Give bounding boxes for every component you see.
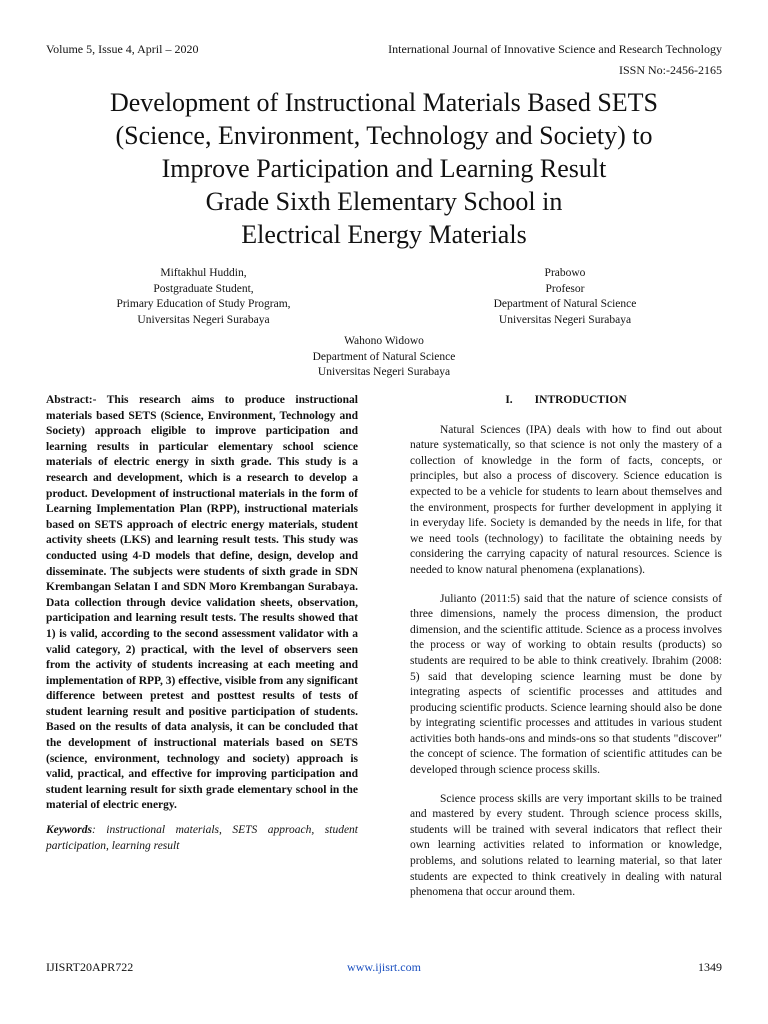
issn-number: ISSN No:-2456-2165 xyxy=(618,63,722,77)
author-name: Miftakhul Huddin, xyxy=(160,267,247,279)
journal-name: International Journal of Innovative Science and Research Technology xyxy=(388,42,722,56)
volume-info: Volume 5, Issue 4, April – 2020 xyxy=(46,42,199,56)
page-number: 1349 xyxy=(698,960,722,974)
journal-url-link[interactable]: www.ijisrt.com xyxy=(347,960,421,974)
section-number: I. xyxy=(505,394,513,406)
author-affiliation: Postgraduate Student, xyxy=(153,282,254,295)
left-column xyxy=(46,393,358,854)
author-block-2 xyxy=(410,266,720,328)
author-affiliation: Universitas Negeri Surabaya xyxy=(137,313,270,326)
title-line: Electrical Energy Materials xyxy=(241,220,527,249)
section-heading xyxy=(410,393,722,409)
section-title: INTRODUCTION xyxy=(534,394,627,406)
title-line: (Science, Environment, Technology and Society) to xyxy=(115,121,653,150)
author-block-3 xyxy=(234,334,534,381)
author-affiliation: Department of Natural Science xyxy=(312,350,456,363)
keywords-text: : instructional materials, SETS approach, student participation, learning result xyxy=(46,824,358,852)
author-affiliation: Universitas Negeri Surabaya xyxy=(498,313,632,326)
keywords-label: Keywords xyxy=(46,824,92,837)
author-name: Prabowo xyxy=(544,267,586,279)
paper-title xyxy=(30,86,738,251)
title-line: Grade Sixth Elementary School in xyxy=(205,187,563,216)
author-affiliation: Universitas Negeri Surabaya xyxy=(317,366,451,378)
author-affiliation: Primary Education of Study Program, xyxy=(116,298,291,310)
article-code: IJISRT20APR722 xyxy=(46,960,134,974)
abstract-text: Abstract:- This research aims to produce instructional materials based SETS (Science, Environment, Technology and Society) approach eligible to improve participation and learning results in particular elementary school science materials of electric energy in sixth grade. This study is a research and development, which is a research to develop a product. Development of instructional materials in the form of Learning Implementation Plan (RPP), instructional materials based on SETS approach of electric energy materials, student activity sheets (LKS) and learning result tests. This study was conducted using 4-D models that define, design, develop and disseminate. The subjects were students of sixth grade in SDN Krembangan Selatan I and SDN Moro Krembangan Surabaya. Data collection through device validation sheets, observation, participation and learning result tests. The results showed that 1) is valid, according to the second assessment validator with a valid category, 2) practical, with the level of observers seen from the activity of students increasing at each meeting and implementation of RPP, 3) effective, visible from any significant difference between pretest and posttest results of tests of student learning result and positive participation of students. Based on the results of data analysis, it can be concluded that the development of instructional materials based on SETS (science, environment, technology and society) approach is valid, practical, and effective for improving participation and student learning result for sixth grade elementary school in the material of electric energy. xyxy=(46,394,358,812)
author-affiliation: Department of Natural Science xyxy=(493,298,637,310)
title-line: Improve Participation and Learning Result xyxy=(161,154,607,183)
keywords xyxy=(46,823,358,854)
intro-paragraph: Natural Sciences (IPA) deals with how to find out about nature systematically, so that science is not only the mastery of a collection of knowledge in the form of facts, concepts, or principles, but also a process of discovery. Science education is expected to be a vehicle for students to learn about themselves and the environment, prospects for further development in applying it in everyday life. Society is demanded by the needs in life, for that we need tools (technology) to facilitate the obtaining needs by considering the carrying capacity of natural resources. Science is needed to know natural phenomena (explanations). xyxy=(410,423,722,576)
right-column xyxy=(410,393,722,914)
author-affiliation: Profesor xyxy=(545,282,585,295)
intro-paragraph: Science process skills are very important skills to be trained and mastered by every student. Through science process skills, students will be trained with several indicators that reflect their own learning activities related to information or knowledge, problems, and solutions related to learning material, so that later students are expected to think creatively in dealing with natural phenomena that occur around them. xyxy=(410,792,722,899)
title-line: Development of Instructional Materials Based SETS xyxy=(109,88,659,117)
author-block-1 xyxy=(46,266,361,328)
intro-paragraph: Julianto (2011:5) said that the nature of science consists of three dimensions, namely the process dimension, the product dimension, and the scientific attitude. Science as a process involves the process or way of working to obtain results (products) so students are required to be able to think creatively. Ibrahim (2008: 5) said that developing science learning must be done by integrating aspects of scientific processes and attitudes and producing scientific products. Science learning should also be done by integrating scientific processes and attitudes in various student activities both hands-ons and minds-ons so that students "discover" the concept of science. The formation of scientific attitudes can be developed through science process skills. xyxy=(410,592,722,777)
author-name: Wahono Widowo xyxy=(344,335,424,347)
